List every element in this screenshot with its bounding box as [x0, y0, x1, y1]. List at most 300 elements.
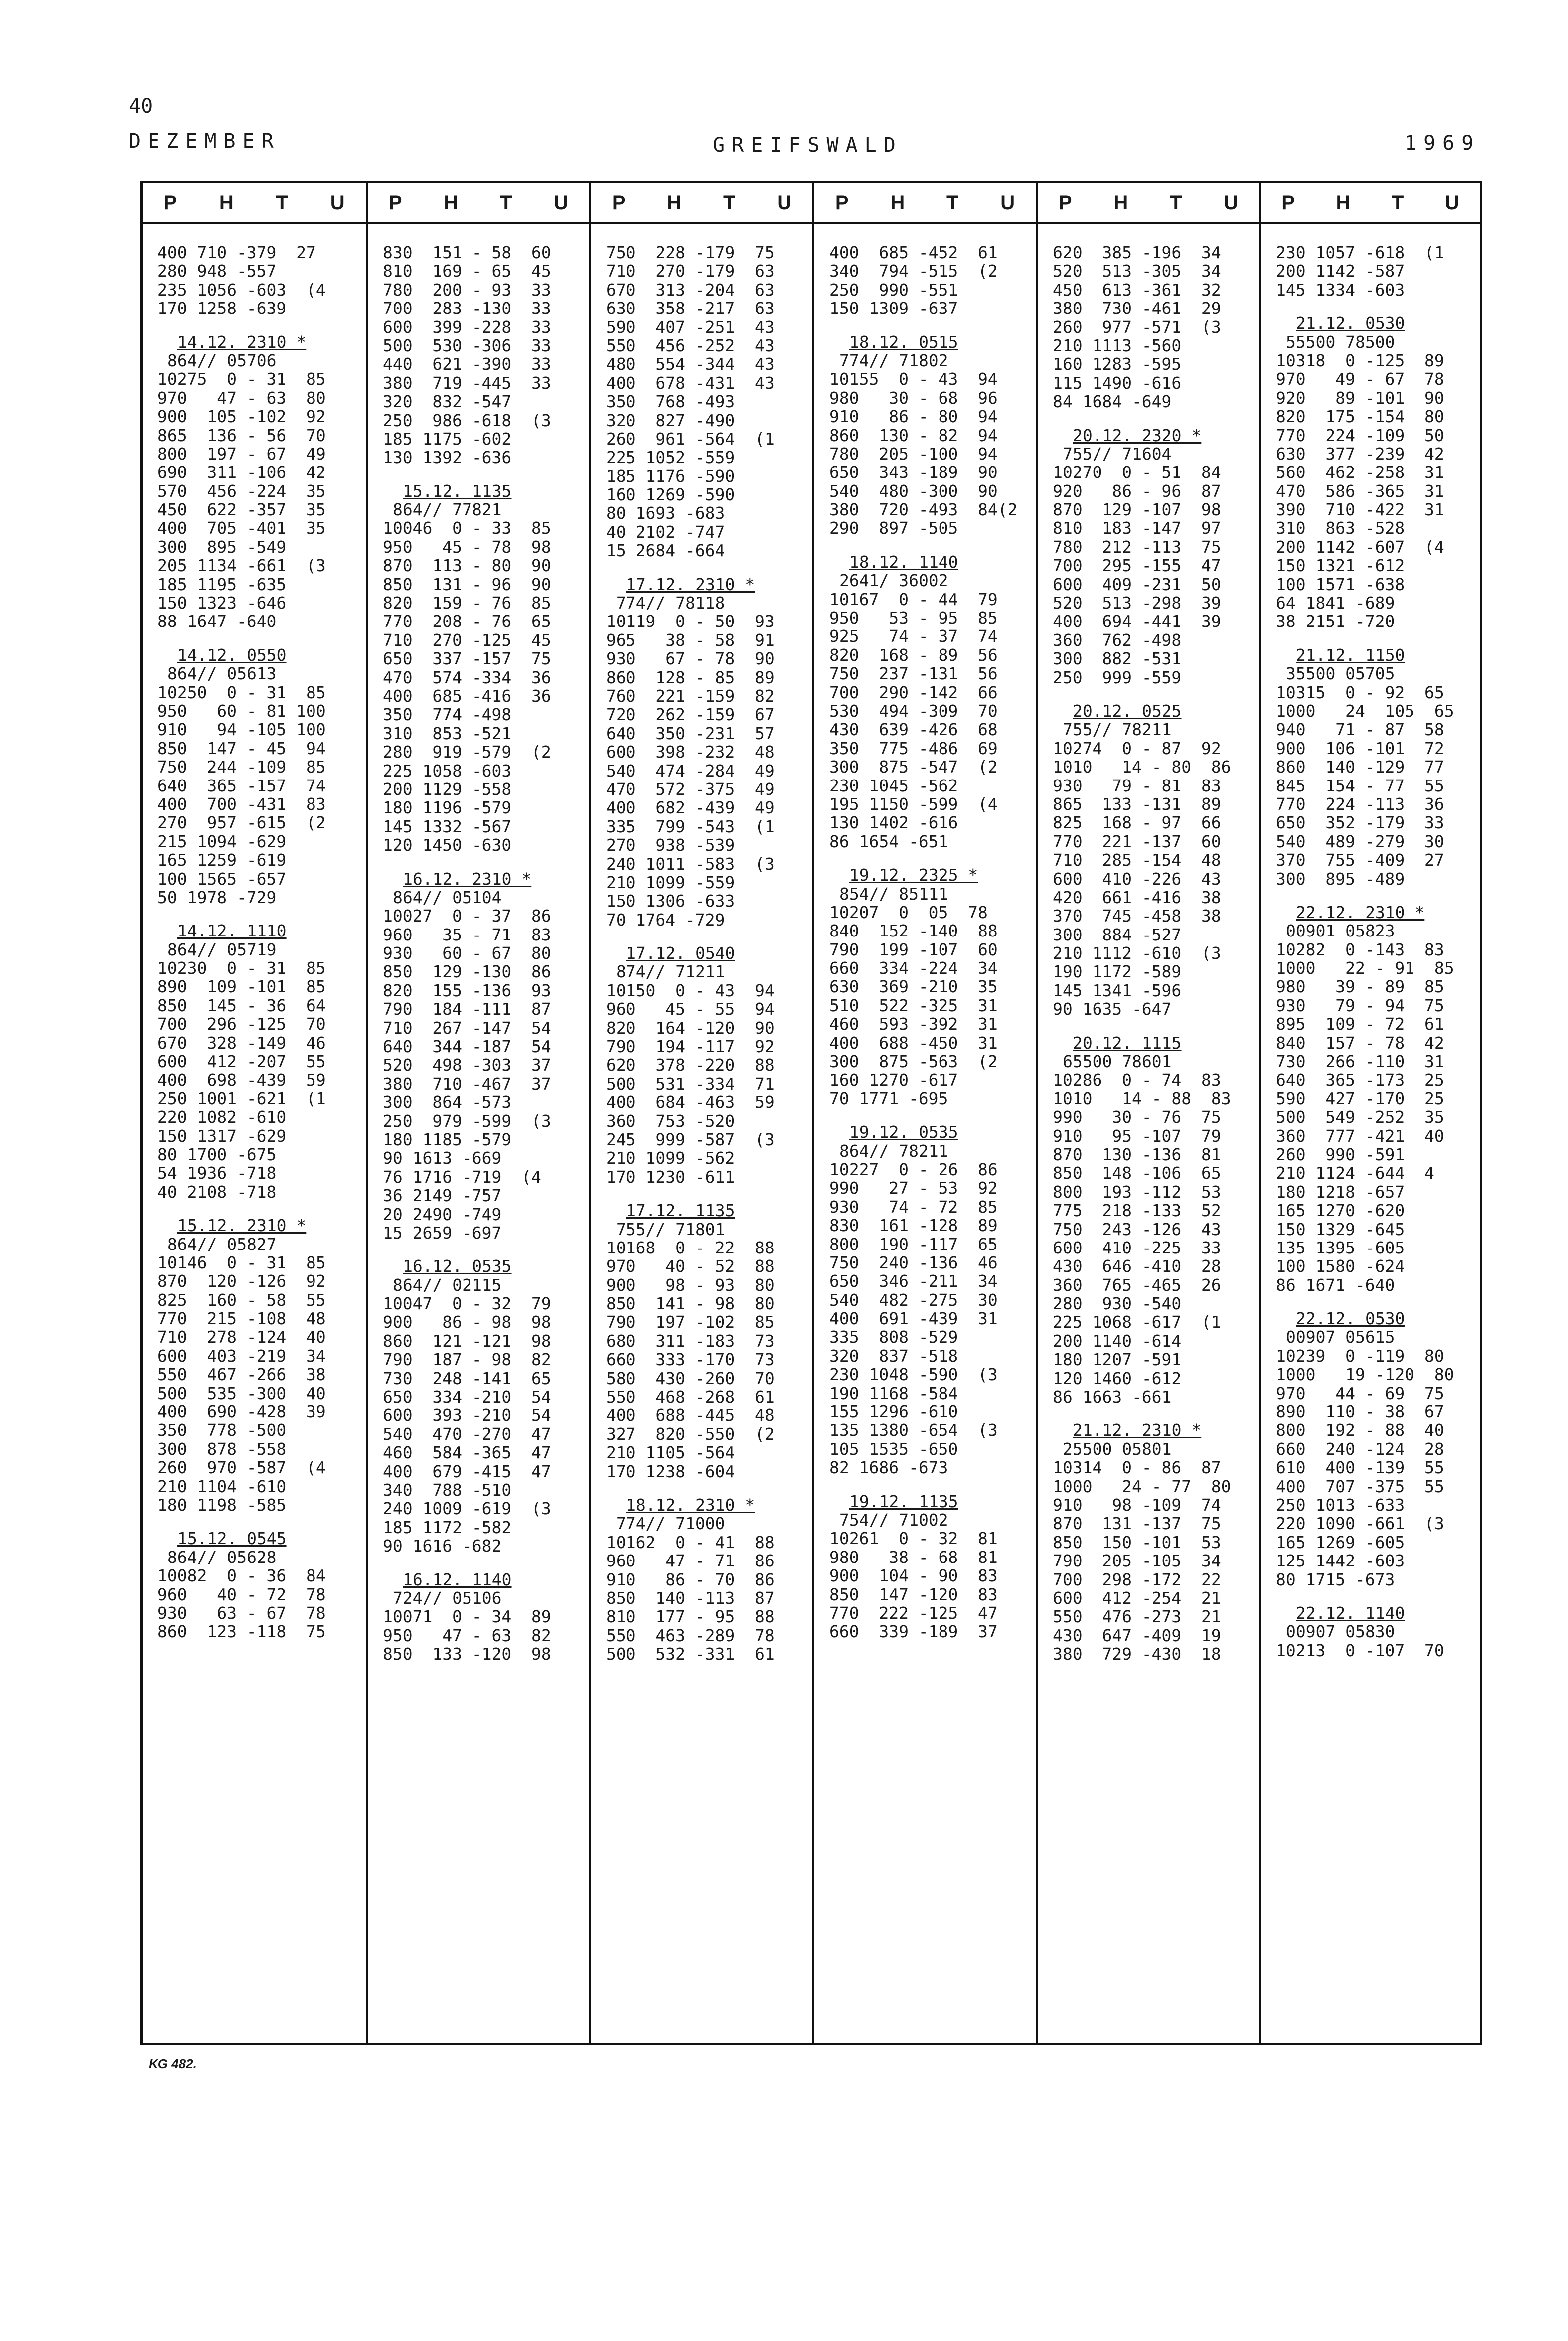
data-row: 900 105 -102 92 [157, 407, 326, 427]
data-row: 260 961 -564 (1 [606, 429, 775, 449]
sounding-code: 35500 05705 [1286, 664, 1395, 684]
data-row: 540 470 -270 47 [383, 1424, 551, 1444]
data-row: 860 121 -121 98 [383, 1331, 551, 1351]
data-row: 160 1270 -617 [829, 1070, 958, 1090]
data-row: 120 1460 -612 [1053, 1368, 1182, 1388]
data-row: 930 60 - 67 80 [383, 943, 551, 963]
data-row: 380 729 -430 18 [1053, 1644, 1221, 1664]
column-header-u: U [1224, 191, 1239, 214]
spacer [1276, 631, 1471, 646]
data-row: 520 513 -305 34 [1053, 261, 1221, 281]
sounding-code: 864// 05706 [167, 350, 277, 370]
data-row: 600 410 -225 33 [1053, 1238, 1221, 1257]
data-row: 850 145 - 36 64 [157, 995, 326, 1015]
data-row: 830 161 -128 89 [829, 1216, 998, 1236]
data-row: 720 262 -159 67 [606, 705, 775, 725]
data-row: 245 999 -587 (3 [606, 1129, 775, 1149]
data-row: 230 1057 -618 (1 [1276, 243, 1444, 262]
data-row: 660 334 -224 34 [829, 958, 998, 978]
sounding-code: 874// 71211 [616, 962, 725, 982]
column-header [591, 183, 812, 224]
data-row: 500 531 -334 71 [606, 1074, 775, 1093]
data-row: 820 159 - 76 85 [383, 593, 551, 613]
column-header-t: T [1169, 191, 1182, 214]
spacer [829, 1108, 1027, 1123]
data-row: 480 554 -344 43 [606, 354, 775, 374]
data-row: 430 639 -426 68 [829, 720, 998, 740]
data-row: 560 462 -258 31 [1276, 463, 1444, 482]
data-row: 870 113 - 80 90 [383, 556, 551, 576]
data-row: 185 1195 -635 [157, 574, 287, 594]
data-row: 850 133 -120 98 [383, 1644, 551, 1664]
data-row: 820 164 -120 90 [606, 1018, 775, 1038]
data-row: 920 86 - 96 87 [1053, 481, 1221, 501]
data-row: 960 35 - 71 83 [383, 925, 551, 944]
data-row: 350 768 -493 [606, 392, 735, 412]
data-row: 1000 24 105 65 [1276, 701, 1454, 721]
data-row: 420 661 -416 38 [1053, 887, 1221, 907]
data-row: 850 150 -101 53 [1053, 1532, 1221, 1552]
data-row: 980 38 - 68 81 [829, 1547, 998, 1567]
data-row: 770 208 - 76 65 [383, 612, 551, 631]
sounding-code: 55500 78500 [1286, 332, 1395, 352]
data-row: 400 685 -416 36 [383, 686, 551, 706]
data-row: 400 710 -379 27 [157, 243, 316, 262]
sounding-timestamp: 16.12. 1140 [403, 1569, 512, 1589]
sounding-timestamp: 16.12. 0535 [403, 1256, 512, 1276]
data-row: 950 47 - 63 82 [383, 1625, 551, 1645]
spacer [157, 318, 357, 333]
data-row: 550 467 -266 38 [157, 1365, 326, 1385]
data-row: 860 140 -129 77 [1276, 757, 1444, 777]
data-row: 640 350 -231 57 [606, 723, 775, 743]
data-row: 770 215 -108 48 [157, 1309, 326, 1329]
data-row: 165 1259 -619 [157, 850, 287, 870]
data-row: 825 160 - 58 55 [157, 1290, 326, 1310]
data-row: 82 1686 -673 [829, 1458, 948, 1478]
data-row: 400 685 -452 61 [829, 243, 998, 262]
spacer [157, 907, 357, 922]
data-row: 370 755 -409 27 [1276, 850, 1444, 870]
data-row: 165 1269 -605 [1276, 1532, 1405, 1552]
data-row: 970 44 - 69 75 [1276, 1383, 1444, 1403]
data-row: 540 482 -275 30 [829, 1290, 998, 1310]
data-row: 10230 0 - 31 85 [157, 958, 326, 978]
data-row: 400 705 -401 35 [157, 518, 326, 538]
sounding-code: 864// 05628 [167, 1547, 277, 1567]
data-row: 600 410 -226 43 [1053, 869, 1221, 889]
data-row: 750 240 -136 46 [829, 1252, 998, 1272]
data-row: 750 228 -179 75 [606, 243, 775, 262]
data-row: 205 1134 -661 (3 [157, 556, 326, 576]
data-row: 820 155 -136 93 [383, 980, 551, 1000]
data-row: 10282 0 -143 83 [1276, 939, 1444, 959]
data-row: 360 777 -421 40 [1276, 1126, 1444, 1146]
spacer [383, 467, 580, 482]
data-row: 225 1058 -603 [383, 761, 512, 780]
data-row: 350 778 -500 [157, 1420, 287, 1440]
data-row: 620 378 -220 88 [606, 1055, 775, 1075]
data-row: 780 205 -100 94 [829, 444, 998, 464]
data-row: 105 1535 -650 [829, 1439, 958, 1459]
data-row: 850 147 -120 83 [829, 1584, 998, 1604]
sounding-timestamp: 14.12. 2310 * [177, 332, 307, 352]
data-row: 380 719 -445 33 [383, 373, 551, 393]
data-row: 930 63 - 67 78 [157, 1603, 326, 1623]
data-row: 780 200 - 93 33 [383, 280, 551, 300]
data-row: 650 346 -211 34 [829, 1271, 998, 1291]
data-row: 280 919 -579 (2 [383, 742, 551, 762]
spacer [606, 1186, 803, 1201]
table-column-6 [1259, 183, 1480, 2043]
data-row: 600 403 -219 34 [157, 1346, 326, 1366]
spacer [1276, 888, 1471, 903]
data-row: 470 574 -334 36 [383, 667, 551, 687]
spacer [383, 1556, 580, 1570]
column-header-t: T [499, 191, 512, 214]
data-row: 980 30 - 68 96 [829, 388, 998, 408]
data-row: 170 1238 -604 [606, 1461, 735, 1481]
column-header-t: T [946, 191, 959, 214]
data-row: 800 197 - 67 49 [157, 444, 326, 464]
data-row: 320 827 -490 [606, 410, 735, 430]
data-row: 850 129 -130 86 [383, 962, 551, 982]
column-header-t: T [276, 191, 288, 214]
data-row: 100 1565 -657 [157, 869, 287, 889]
data-row: 700 283 -130 33 [383, 299, 551, 318]
data-row: 300 875 -563 (2 [829, 1052, 998, 1072]
data-row: 960 40 - 72 78 [157, 1584, 326, 1604]
year-title: 1969 [1405, 132, 1481, 155]
data-row: 650 352 -179 33 [1276, 813, 1444, 833]
data-row: 460 584 -365 47 [383, 1443, 551, 1463]
column-body [143, 224, 366, 2043]
data-row: 925 74 - 37 74 [829, 626, 998, 646]
data-row: 520 513 -298 39 [1053, 593, 1221, 613]
data-row: 335 799 -543 (1 [606, 816, 775, 836]
data-row: 210 1124 -644 4 [1276, 1163, 1434, 1183]
data-row: 115 1490 -616 [1053, 373, 1182, 393]
data-row: 890 110 - 38 67 [1276, 1402, 1444, 1422]
data-row: 700 295 -155 47 [1053, 556, 1221, 576]
data-row: 840 152 -140 88 [829, 921, 998, 941]
data-row: 865 133 -131 89 [1053, 794, 1221, 814]
data-row: 590 407 -251 43 [606, 317, 775, 337]
column-header-p: P [388, 191, 402, 214]
data-row: 240 1011 -583 (3 [606, 854, 775, 874]
data-row: 10150 0 - 43 94 [606, 980, 775, 1000]
data-row: 790 199 -107 60 [829, 939, 998, 959]
table-column-3 [589, 183, 812, 2043]
data-row: 130 1402 -616 [829, 813, 958, 833]
sounding-timestamp: 14.12. 1110 [177, 921, 287, 941]
sounding-timestamp: 20.12. 2320 * [1073, 425, 1202, 445]
data-row: 150 1323 -646 [157, 593, 287, 613]
data-row: 15 2684 -664 [606, 541, 725, 561]
data-row: 210 1104 -610 [157, 1476, 287, 1496]
data-row: 400 700 -431 83 [157, 794, 326, 814]
data-row: 790 187 - 98 82 [383, 1350, 551, 1370]
data-row: 640 365 -157 74 [157, 776, 326, 795]
sounding-code: 65500 78601 [1063, 1052, 1172, 1072]
column-header-u: U [554, 191, 569, 214]
data-row: 88 1647 -640 [157, 612, 277, 631]
data-row: 530 494 -309 70 [829, 701, 998, 721]
data-row: 135 1395 -605 [1276, 1238, 1405, 1257]
data-row: 800 193 -112 53 [1053, 1182, 1221, 1202]
data-row: 770 222 -125 47 [829, 1603, 998, 1623]
sounding-timestamp: 15.12. 0545 [177, 1529, 287, 1549]
data-row: 360 762 -498 [1053, 630, 1182, 650]
data-row: 150 1321 -612 [1276, 556, 1405, 576]
data-row: 570 456 -224 35 [157, 481, 326, 501]
data-row: 470 572 -375 49 [606, 779, 775, 799]
sounding-timestamp: 18.12. 2310 * [626, 1495, 755, 1515]
data-row: 20 2490 -749 [383, 1204, 502, 1224]
spacer [1276, 1589, 1471, 1604]
data-row: 780 212 -113 75 [1053, 537, 1221, 557]
data-row: 400 678 -431 43 [606, 373, 775, 393]
data-row: 810 169 - 65 45 [383, 261, 551, 281]
column-body [1038, 224, 1259, 2043]
data-row: 550 476 -273 21 [1053, 1607, 1221, 1627]
data-row: 540 474 -284 49 [606, 761, 775, 780]
data-row: 10167 0 - 44 79 [829, 589, 998, 609]
sounding-timestamp: 16.12. 2310 * [403, 869, 532, 889]
data-row: 500 535 -300 40 [157, 1383, 326, 1403]
data-row: 135 1380 -654 (3 [829, 1420, 998, 1440]
sounding-timestamp: 17.12. 2310 * [626, 574, 755, 594]
column-body [591, 224, 812, 2043]
spacer [829, 1477, 1027, 1492]
data-row: 710 285 -154 48 [1053, 850, 1221, 870]
data-row: 370 745 -458 38 [1053, 906, 1221, 926]
data-row: 225 1052 -559 [606, 448, 735, 468]
data-row: 400 694 -441 39 [1053, 612, 1221, 631]
column-header [368, 183, 589, 224]
data-row: 900 106 -101 72 [1276, 738, 1444, 758]
data-row: 680 311 -183 73 [606, 1331, 775, 1351]
data-row: 460 593 -392 31 [829, 1014, 998, 1034]
data-row: 260 977 -571 (3 [1053, 317, 1221, 337]
data-row: 990 30 - 76 75 [1053, 1107, 1221, 1127]
data-row: 910 94 -105 100 [157, 720, 326, 740]
data-row: 430 646 -410 28 [1053, 1256, 1221, 1276]
data-row: 770 224 -109 50 [1276, 425, 1444, 445]
data-row: 950 60 - 81 100 [157, 701, 326, 721]
data-row: 380 730 -461 29 [1053, 299, 1221, 318]
data-row: 850 148 -106 65 [1053, 1163, 1221, 1183]
data-row: 750 243 -126 43 [1053, 1219, 1221, 1239]
data-row: 520 498 -303 37 [383, 1055, 551, 1075]
data-row: 250 1001 -621 (1 [157, 1089, 326, 1108]
sounding-code: 864// 02115 [393, 1275, 502, 1295]
data-row: 300 884 -527 [1053, 925, 1182, 944]
data-row: 970 49 - 67 78 [1276, 369, 1444, 389]
data-row: 860 130 - 82 94 [829, 425, 998, 445]
table-column-4 [812, 183, 1036, 2043]
data-row: 300 882 -531 [1053, 649, 1182, 669]
data-row: 125 1442 -603 [1276, 1551, 1405, 1571]
sounding-code: 864// 05827 [167, 1234, 277, 1254]
data-row: 970 47 - 63 80 [157, 388, 326, 408]
data-row: 660 339 -189 37 [829, 1622, 998, 1642]
data-row: 10071 0 - 34 89 [383, 1607, 551, 1627]
data-row: 800 190 -117 65 [829, 1234, 998, 1254]
data-row: 950 45 - 78 98 [383, 537, 551, 557]
data-row: 10082 0 - 36 84 [157, 1566, 326, 1586]
sounding-code: 864// 05613 [167, 664, 277, 684]
sounding-code: 00901 05823 [1286, 921, 1395, 941]
data-row: 10027 0 - 37 86 [383, 906, 551, 926]
sounding-code: 864// 78211 [839, 1141, 948, 1161]
data-row: 180 1218 -657 [1276, 1182, 1405, 1202]
data-row: 180 1207 -591 [1053, 1350, 1182, 1370]
data-row: 180 1185 -579 [383, 1129, 512, 1149]
data-row: 600 399 -228 33 [383, 317, 551, 337]
data-row: 360 765 -465 26 [1053, 1275, 1221, 1295]
data-row: 120 1450 -630 [383, 835, 512, 855]
spacer [606, 929, 803, 944]
data-row: 200 1142 -607 (4 [1276, 537, 1444, 557]
data-row: 440 621 -390 33 [383, 354, 551, 374]
column-header-p: P [835, 191, 849, 214]
data-row: 900 104 - 90 83 [829, 1566, 998, 1586]
data-row: 710 270 -179 63 [606, 261, 775, 281]
sounding-timestamp: 21.12. 1150 [1296, 645, 1405, 665]
data-row: 10047 0 - 32 79 [383, 1294, 551, 1314]
data-row: 660 240 -124 28 [1276, 1439, 1444, 1459]
sounding-code: 25500 05801 [1063, 1439, 1172, 1459]
data-row: 10155 0 - 43 94 [829, 369, 998, 389]
column-header [143, 183, 366, 224]
data-row: 10286 0 - 74 83 [1053, 1070, 1221, 1090]
column-header-p: P [1058, 191, 1072, 214]
table-column-2 [366, 183, 589, 2043]
sounding-timestamp: 19.12. 1135 [849, 1491, 958, 1511]
data-row: 250 990 -551 [829, 280, 958, 300]
data-row: 790 197 -102 85 [606, 1312, 775, 1332]
data-row: 540 480 -300 90 [829, 481, 998, 501]
column-header-u: U [1000, 191, 1015, 214]
data-row: 310 863 -528 [1276, 518, 1405, 538]
spacer [1053, 1406, 1250, 1421]
data-row: 910 95 -107 79 [1053, 1126, 1221, 1146]
data-row: 400 698 -439 59 [157, 1070, 326, 1090]
data-row: 770 224 -113 36 [1276, 794, 1444, 814]
data-row: 910 86 - 70 86 [606, 1569, 775, 1589]
data-row: 890 109 -101 85 [157, 977, 326, 997]
data-row: 840 157 - 78 42 [1276, 1033, 1444, 1053]
sounding-table [140, 181, 1482, 2045]
spacer [606, 560, 803, 575]
data-row: 90 1635 -647 [1053, 999, 1172, 1019]
sounding-timestamp: 15.12. 1135 [403, 481, 512, 501]
sounding-timestamp: 21.12. 0530 [1296, 313, 1405, 333]
data-row: 185 1172 -582 [383, 1517, 512, 1537]
data-row: 640 365 -173 25 [1276, 1070, 1444, 1090]
spacer [157, 1201, 357, 1216]
data-row: 630 358 -217 63 [606, 299, 775, 318]
data-row: 10275 0 - 31 85 [157, 369, 326, 389]
column-header [814, 183, 1036, 224]
data-row: 300 864 -573 [383, 1092, 512, 1112]
data-row: 630 369 -210 35 [829, 977, 998, 997]
data-row: 10046 0 - 33 85 [383, 518, 551, 538]
data-row: 600 398 -232 48 [606, 742, 775, 762]
data-row: 660 333 -170 73 [606, 1350, 775, 1370]
data-row: 225 1068 -617 (1 [1053, 1312, 1221, 1332]
data-row: 850 141 - 98 80 [606, 1294, 775, 1314]
data-row: 15 2659 -697 [383, 1223, 502, 1243]
data-row: 10239 0 -119 80 [1276, 1346, 1444, 1366]
column-header-p: P [163, 191, 177, 214]
data-row: 50 1978 -729 [157, 887, 277, 907]
data-row: 80 1700 -675 [157, 1144, 277, 1164]
data-row: 235 1056 -603 (4 [157, 280, 326, 300]
sounding-timestamp: 20.12. 1115 [1073, 1033, 1182, 1053]
data-row: 230 1045 -562 [829, 776, 958, 795]
data-row: 170 1258 -639 [157, 299, 287, 318]
data-row: 400 679 -415 47 [383, 1461, 551, 1481]
data-row: 400 707 -375 55 [1276, 1476, 1444, 1496]
spacer [1053, 687, 1250, 702]
data-row: 70 1771 -695 [829, 1089, 948, 1108]
sounding-timestamp: 22.12. 0530 [1296, 1309, 1405, 1329]
sounding-timestamp: 21.12. 2310 * [1073, 1420, 1202, 1440]
data-row: 10314 0 - 86 87 [1053, 1458, 1221, 1478]
data-row: 950 53 - 95 85 [829, 608, 998, 628]
data-row: 360 753 -520 [606, 1111, 735, 1131]
form-code: KG 482. [149, 2056, 197, 2071]
sounding-code: 00907 05830 [1286, 1622, 1395, 1642]
data-row: 90 1613 -669 [383, 1148, 502, 1168]
data-row: 80 1693 -683 [606, 503, 725, 523]
column-header-u: U [330, 191, 345, 214]
data-row: 500 530 -306 33 [383, 335, 551, 355]
data-row: 750 237 -131 56 [829, 664, 998, 684]
sounding-timestamp: 15.12. 2310 * [177, 1216, 307, 1236]
data-row: 300 895 -549 [157, 537, 287, 557]
data-row: 10168 0 - 22 88 [606, 1238, 775, 1257]
data-row: 230 1048 -590 (3 [829, 1365, 998, 1385]
data-row: 730 248 -141 65 [383, 1368, 551, 1388]
data-row: 38 2151 -720 [1276, 612, 1395, 631]
data-row: 340 788 -510 [383, 1480, 512, 1500]
data-row: 150 1317 -629 [157, 1126, 287, 1146]
data-row: 400 691 -439 31 [829, 1309, 998, 1329]
sounding-code: 2641/ 36002 [839, 571, 948, 591]
data-row: 250 986 -618 (3 [383, 410, 551, 430]
sounding-timestamp: 17.12. 1135 [626, 1201, 735, 1221]
data-row: 10250 0 - 31 85 [157, 682, 326, 702]
sounding-timestamp: 14.12. 0550 [177, 645, 287, 665]
data-row: 1000 22 - 91 85 [1276, 958, 1454, 978]
data-row: 1000 24 - 77 80 [1053, 1476, 1231, 1496]
sounding-timestamp: 18.12. 1140 [849, 552, 958, 572]
data-row: 825 168 - 97 66 [1053, 813, 1221, 833]
data-row: 210 1099 -559 [606, 872, 735, 892]
column-header [1038, 183, 1259, 224]
spacer [1276, 1294, 1471, 1309]
data-row: 1010 14 - 80 86 [1053, 757, 1231, 777]
data-row: 160 1283 -595 [1053, 354, 1182, 374]
data-row: 930 79 - 94 75 [1276, 995, 1444, 1015]
data-row: 220 1082 -610 [157, 1107, 287, 1127]
data-row: 200 1129 -558 [383, 779, 512, 799]
data-row: 250 1013 -633 [1276, 1495, 1405, 1515]
data-row: 380 710 -467 37 [383, 1074, 551, 1093]
